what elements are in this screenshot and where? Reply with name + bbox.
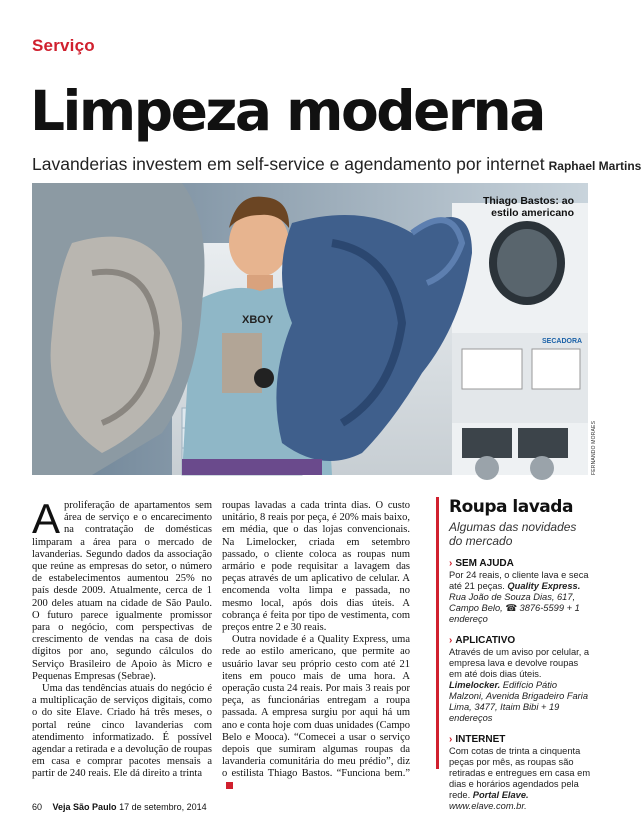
- issue-date: 17 de setembro, 2014: [119, 802, 207, 812]
- sidebar-item: [449, 734, 591, 812]
- sidebar-item-address: Rua João de Souza Dias, 617, Campo Belo,: [449, 592, 576, 613]
- laundromat-scene: [32, 183, 588, 475]
- article-column-1: [32, 495, 212, 781]
- sidebar-item-name: Quality Express.: [507, 581, 581, 591]
- photo-caption-line2: estilo americano: [491, 207, 574, 219]
- sidebar-item-phone: 3876-5599 + 1 endereço: [449, 603, 580, 624]
- drop-cap: A: [32, 495, 61, 542]
- headline: Limpeza moderna: [30, 79, 544, 143]
- end-mark-icon: [226, 782, 233, 789]
- author-byline: Raphael Martins: [548, 159, 641, 173]
- article-paragraph: [32, 495, 212, 683]
- magazine-name: Veja São Paulo: [52, 802, 117, 812]
- sidebar-subtitle: Algumas das novidades do mercado: [449, 520, 577, 548]
- chevron-right-icon: ›: [449, 734, 453, 745]
- article-paragraph: roupas lavadas a cada trinta dias. O custo unitário, 8 reais por peça, é 20% mais baixo, em média, que o das lojas convencionais. Na Limelocker, criada em setembro passado, o cliente coloca as roupas num armário e pode requisitar a lavagem das peças através de um aplicativo de celular. A encomenda volta limpa e passada, no mesmo local, após dois dias úteis. A cobrança é feita por tipo de vestimenta, com preços entre 2 e 30 reais.: [222, 500, 410, 634]
- dryer-label: SECADORA: [542, 338, 583, 345]
- sidebar-title: Roupa lavada: [449, 497, 573, 517]
- photo-credit: FERNANDO MORAES: [591, 420, 597, 475]
- article-paragraph: Uma das tendências atuais do negócio é a multiplicação de serviços digitais, como o do site Elave. Criado há três meses, o portal reúne cinco lavanderias com atendimento informatizado. É possível agendar a retirada e a devolução de roupas em casa e comprar pacotes mensais a partir de 240 reais. Ele dá direito a trinta: [32, 683, 212, 780]
- page-footer: [32, 802, 207, 812]
- article-text: proliferação de apartamentos sem área de serviço e o encarecimento na contratação de domésticas limparam a área para o mercado de lavanderias. Segundo dados da associação que reúne as empresas do setor, o número de estabelecimentos aumentou 25% no país desde 2009. Atualmente, cerca de 1 200 deles atuam na cidade de São Paulo. O futuro parece igualmente promissor para o negócio, com perspectivas de crescimento de vendas na casa de dois dígitos por ano, segundo cálculos do Serviço Brasileiro de Apoio às Micro e Pequenas Empresas (Sebrae).: [32, 500, 212, 682]
- article-column-2: [222, 500, 410, 793]
- deck: [32, 154, 641, 175]
- sidebar-box: [436, 497, 591, 811]
- sidebar-item-text: [449, 746, 591, 812]
- article-text: Outra novidade é a Quality Express, uma rede ao estilo americano, que permite ao usuário lavar seu próprio cesto com até 21 itens em pouco mais de uma hora. A operação custa 24 reais. Por mais 3 reais por peça, as funcionárias entregam a roupa passada. A empresa surgiu por aqui há um ano e conta hoje com duas unidades (Campo Belo e Mooca). “Comecei a usar o serviço depois que sumiram algumas roupas da lavanderia comunitária do meu prédio”, diz o estilista Thiago Bastos. “Funciona bem.”: [222, 634, 410, 780]
- sidebar-item-address: Edifício Pátio Malzoni, Avenida Brigadeiro Faria Lima, 3477, Itaim Bibi + 19 endereços: [449, 680, 589, 723]
- photo-caption-line1: Thiago Bastos: ao: [482, 195, 574, 207]
- shirt-print: XBOY: [242, 314, 274, 326]
- sidebar-item-heading-text: INTERNET: [455, 734, 506, 745]
- sidebar-item-heading-text: APLICATIVO: [455, 635, 516, 646]
- page-number: 60: [32, 802, 43, 812]
- sidebar-item-heading-text: SEM AJUDA: [455, 558, 514, 569]
- sidebar-item-heading: [449, 734, 591, 746]
- deck-text: Lavanderias investem em self-service e agendamento por internet: [32, 154, 545, 174]
- sidebar-item-heading: [449, 558, 591, 570]
- sidebar-item-name: Limelocker.: [449, 680, 501, 690]
- chevron-right-icon: ›: [449, 635, 453, 646]
- section-label: Serviço: [32, 36, 95, 55]
- sidebar-item-body: Através de um aviso por celular, a empresa lava e devolve roupas em até dois dias úteis.: [449, 647, 590, 679]
- sidebar-item-heading: [449, 635, 591, 647]
- sidebar-item-body: Por 24 reais, o cliente lava e seca até 21 peças.: [449, 570, 589, 591]
- sidebar-item-body: Com cotas de trinta a cinquenta peças por mês, as roupas são retiradas e entregues em casa em dias e horários agendados pela rede.: [449, 746, 591, 800]
- chevron-right-icon: ›: [449, 558, 453, 569]
- sidebar-item-name: Portal Elave.: [472, 790, 529, 800]
- sidebar-item: [449, 558, 591, 625]
- lead-photo: [32, 183, 588, 475]
- sidebar-item: [449, 635, 591, 724]
- sidebar-item-text: [449, 647, 591, 724]
- phone-icon: ☎: [505, 603, 517, 613]
- article-paragraph: [222, 634, 410, 793]
- photo-caption: [483, 195, 574, 219]
- sidebar-item-address: www.elave.com.br.: [449, 801, 527, 811]
- sidebar-item-text: [449, 570, 591, 625]
